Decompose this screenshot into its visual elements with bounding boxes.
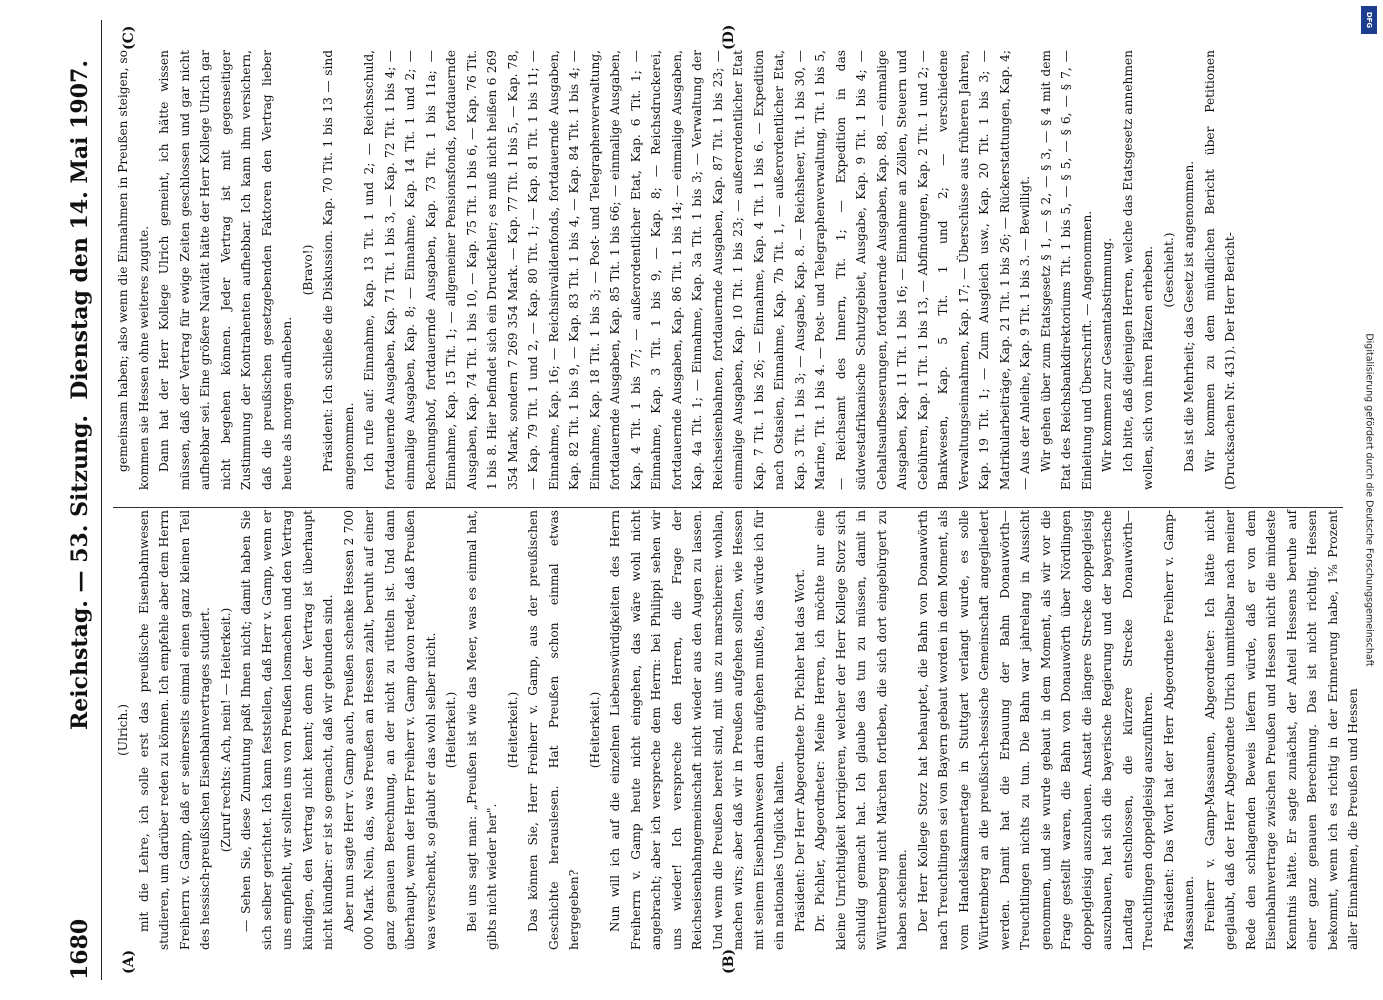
margin-mark-d: (D) xyxy=(721,24,737,50)
right-paragraph: Wir kommen zu dem mündlichen Bericht über Petitionen (Drucksachen Nr. 431). Der Herr Bericht- xyxy=(1202,50,1237,490)
page-header xyxy=(61,20,102,980)
digitization-credit: Digitalisierung gefördert durch die Deutsche Forschungsgemeinschaft xyxy=(1363,333,1375,667)
left-paragraph: Dr. Pichler, Abgeordneter: Meine Herren, ich möchte nur eine kleine Unrichtigkeit korrigieren, welcher der Herr Kollege Storz sich schuldig gemacht hat. Ich glaube das tun zu müssen, damit in Württemberg nicht Märchen fortleben, die sich dort eingebürgert zu haben scheinen. xyxy=(813,510,909,950)
right-paragraph: Ich bitte, daß diejenigen Herren, welche das Etatsgesetz annehmen wollen, sich von ihren Plätzen erheben. xyxy=(1120,50,1155,490)
margin-mark-a: (A) xyxy=(121,949,137,974)
document-page xyxy=(61,20,1361,980)
right-paragraph: (Geschieht.) xyxy=(1161,232,1176,308)
left-paragraph: mit die Lehre, ich solle erst das preußische Eisenbahnwesen studieren, um darüber reden zu können. Ich empfehle aber dem Herrn Freiherrn v. Gamp, daß er seinerseits einmal einen ganz kleinen Teil des hessisch-preußischen Eisenbahnvertrages studiert. xyxy=(136,510,212,950)
right-paragraph: (Bravo!) xyxy=(300,244,315,296)
column-divider xyxy=(113,507,1343,508)
left-paragraph: (Heiterkeit.) xyxy=(444,691,458,769)
right-paragraph: gemeinsam haben; also wenn die Einnahmen in Preußen steigen, so kommen sie Hessen ohne weiteres zugute. xyxy=(116,50,151,490)
right-paragraph: Das ist die Mehrheit; das Gesetz ist angenommen. xyxy=(1182,160,1196,472)
session-date: Dienstag den 14. Mai 1907. xyxy=(67,60,93,400)
left-paragraph: Freiherr v. Gamp-Massaunen, Abgeordneter: Ich hätte nicht geglaubt, daß der Herr Abgeordnete Ulrich unmittelbar nach meiner Rede den schlagenden Beweis liefern würde, daß er von dem Eisenbahnvertrage zwischen Preußen und Hessen nicht die mindeste Kenntnis hätte. Er sagte zunächst, der Anteil Hessens beruhe auf einer ganz genauen Berechnung. Das ist nicht richtig. Hessen bekommt, wenn ich es richtig in der Erinnerung habe, 1⅝ Prozent aller Einnahmen, die Preußen und Hessen xyxy=(1202,510,1360,950)
margin-mark-c: (C) xyxy=(121,25,137,50)
margin-mark-b: (B) xyxy=(721,948,737,974)
right-paragraph: Wir kommen zur Gesamtabstimmung. xyxy=(1100,237,1114,472)
left-paragraph: Das können Sie, Herr Freiherr v. Gamp, aus der preußischen Geschichte herauslesen. Hat Preußen schon einmal etwas hergegeben? xyxy=(526,510,581,950)
page-number: 1680 xyxy=(67,918,93,980)
dfg-logo: DFG xyxy=(1361,6,1377,34)
left-paragraph: (Zuruf rechts: Ach, nein! — Heiterkeit.) xyxy=(218,607,233,853)
left-paragraph: Bei uns sagt man: „Preußen ist wie das Meer, was es einmal hat, gibts nicht wieder her". xyxy=(464,510,499,950)
right-paragraph: Wir gehen über zum Etatsgesetz § 1, — § 2, — § 3, — § 4 mit dem Etat des Reichsbankdirektoriums Tit. 1 bis 5, — § 5, — § 6, — § 7, — Einleitung und Überschrift. — Angenommen. xyxy=(1038,50,1094,490)
left-paragraph: Präsident: Das Wort hat der Herr Abgeordnete Freiherr v. Gamp-Massaunen. xyxy=(1161,510,1196,950)
session-title: Reichstag. — 53. Sitzung. xyxy=(67,414,93,730)
left-paragraph: Der Herr Kollege Storz hat behauptet, die Bahn von Donauwörth nach Treuchtlingen sei von Bayern gebaut worden in dem Moment, als vom Handelskammertage in Stuttgart verlangt wurde, es solle Württemberg an die preußisch-hessische Gemeinschaft angegliedert werden. Damit hat die Erbauung der Bahn Donauwörth—Treuchtlingen nichts zu tun. Die Bahn war jahrelang in Aussicht genommen, und sie wurde gebaut in dem Moment, als wir vor die Frage gestellt waren, die Bahn von Donauwörth über Nördlingen doppelgleisig auszubauen. Anstatt die längere Strecke doppelgleisig auszubauen, hat sich die bayerische Regierung und der bayerische Landtag entschlossen, die kürzere Strecke Donauwörth—Treuchtlingen doppelgleisig auszuführen. xyxy=(915,510,1155,950)
left-paragraph: Nun will ich auf die einzelnen Liebenswürdigkeiten des Herrn Freiherrn v. Gamp heute nicht eingehen, das wäre wohl nicht angebracht; aber ich verspreche dem Herrn: bei Philippi sehen wir uns wieder! Ich verspreche den Herren, die Frage der Reichseisenbahngemeinschaft nicht wieder aus den Augen zu lassen. Und wenn die Preußen bereit sind, mit uns zu marschieren: wohlan, machen wirs; aber daß wir in Preußen aufgehen sollten, wie Hessen mit seinem Eisenbahnwesen darin aufgehen mußte, das würde ich für ein nationales Unglück halten. xyxy=(608,510,786,950)
right-paragraph: Ich rufe auf: Einnahme, Kap. 13 Tit. 1 und 2; — Reichsschuld, fortdauernde Ausgaben, Kap. 71 Tit. 1 bis 3, — Kap. 72 Tit. 1 bis 4; — einmalige Ausgaben, Kap. 8; — Einnahme, Kap. 14 Tit. 1 und 2; — Rechnungshof, fortdauernde Ausgaben, Kap. 73 Tit. 1 bis 11a; — Einnahme, Kap. 15 Tit. 1; — allgemeiner Pensionsfonds, fortdauernde Ausgaben, Kap. 74 Tit. 1 bis 10, — Kap. 75 Tit. 1 bis 6, — Kap. 76 Tit. 1 bis 8. Hier befindet sich ein Druckfehler; es muß nicht heißen 6 269 354 Mark, sondern 7 269 354 Mark. — Kap. 77 Tit. 1 bis 5, — Kap. 78, — Kap. 79 Tit. 1 und 2, — Kap. 80 Tit. 1; — Kap. 81 Tit. 1 bis 11; — Einnahme, Kap. 16; — Reichsinvalidenfonds, fortdauernde Ausgaben, Kap. 82 Tit. 1 bis 9, — Kap. 83 Tit. 1 bis 4, — Kap. 84 Tit. 1 bis 4; — Einnahme, Kap. 18 Tit. 1 bis 3; — Post- und Telegraphenverwaltung, fortdauernde Ausgaben, Kap. 85 Tit. 1 bis 66; — einmalige Ausgaben, Kap. 4 Tit. 1 bis 77; — außerordentlicher Etat, Kap. 6 Tit. 1; — Einnahme, Kap. 3 Tit. 1 bis 9, — Kap. 8; — Reichsdruckerei, fortdauernde Ausgaben, Kap. 86 Tit. 1 bis 14; — einmalige Ausgaben, Kap. 4a Tit. 1; — Einnahme, Kap. 3a Tit. 1 bis 3; — Verwaltung der Reichseisenbahnen, fortdauernde Ausgaben, Kap. 87 Tit. 1 bis 23; — einmalige Ausgaben, Kap. 10 Tit. 1 bis 23; — außerordentlicher Etat Kap. 7 Tit. 1 bis 26; — Einnahme, Kap. 4 Tit. 1 bis 6. — Expedition nach Ostasien, Einnahme, Kap. 7b Tit. 1, — außerordentlicher Etat, Kap. 3 Tit. 1 bis 3; — Ausgabe, Kap. 8. — Reichsheer, Tit. 1 bis 30, — Marine, Tit. 1 bis 4. — Post- und Telegraphenverwaltung, Tit. 1 bis 5, — Reichsamt des Innern, Tit. 1; — Expedition in das südwestafrikanische Schutzgebiet, Ausgabe, Kap. 9 Tit. 1 bis 4; — Gehaltsaufbesserungen, fortdauernde Ausgaben, Kap. 88, — einmalige Ausgaben, Kap. 11 Tit. 1 bis 16; — Einnahme an Zöllen, Steuern und Gebühren, Kap. 1 Tit. 1 bis 13, — Abfindungen, Kap. 2 Tit. 1 und 2; — Bankwesen, Kap. 5 Tit. 1 und 2; — verschiedene Verwaltungseinnahmen, Kap. 17; — Überschüsse aus früheren Jahren, Kap. 19 Tit. 1; — Zum Ausgleich usw., Kap. 20 Tit. 1 bis 3; — Matrikularbeiträge, Kap. 21 Tit. 1 bis 26; — Rückerstattungen, Kap. 4; — Aus der Anleihe, Kap. 9 Tit. 1 bis 3. — Bewilligt. xyxy=(362,50,1032,490)
left-paragraph: (Heiterkeit.) xyxy=(505,691,520,769)
left-paragraph: Aber nun sagte Herr v. Gamp auch, Preußen schenke Hessen 2 700 000 Mark. Nein, das, was Preußen an Hessen zahlt, beruht auf einer ganz genauen Berechnung, an der nicht zu rütteln ist. Und dann überhaupt, wenn der Herr Freiherr v. Gamp davon redet, daß Preußen was verschenkt, so glaubt er das wohl selber nicht. xyxy=(341,510,438,950)
right-paragraph: Dann hat der Herr Kollege Ulrich gemeint, ich hätte wissen müssen, daß der Vertrag für ewige Zeiten geschlossen und gar nicht aufhebbar sei. Eine größere Naivität hätte der Herr Kollege Ulrich gar nicht begehen können. Jeder Vertrag ist mit gegenseitiger Zustimmung der Kontrahenten aufhebbar. Ich kann ihm versichern, daß die preußischen gesetzgebenden Faktoren den Vertrag lieber heute als morgen aufheben. xyxy=(157,50,294,490)
right-paragraph: Präsident: Ich schließe die Diskussion. Kap. 70 Tit. 1 bis 13 — sind angenommen. xyxy=(321,50,356,490)
left-text-column xyxy=(113,510,1360,950)
right-text-column xyxy=(113,50,1343,490)
left-paragraph: (Heiterkeit.) xyxy=(587,691,602,769)
left-paragraph: — Sehen Sie, diese Zumutung paßt Ihnen nicht; damit haben Sie sich selber gerichtet. Ich kann feststellen, daß Herr v. Gamp, wenn er uns empfiehlt, wir sollten uns von Preußen losmachen und den Vertrag kündigen, den Vertrag nicht kennt; denn der Vertrag ist überhaupt nicht kündbar: er ist so gemacht, daß wir gebunden sind. xyxy=(239,510,335,950)
left-paragraph: (Ulrich.) xyxy=(116,704,130,756)
left-paragraph: Präsident: Der Herr Abgeordnete Dr. Pichler hat das Wort. xyxy=(792,568,807,932)
